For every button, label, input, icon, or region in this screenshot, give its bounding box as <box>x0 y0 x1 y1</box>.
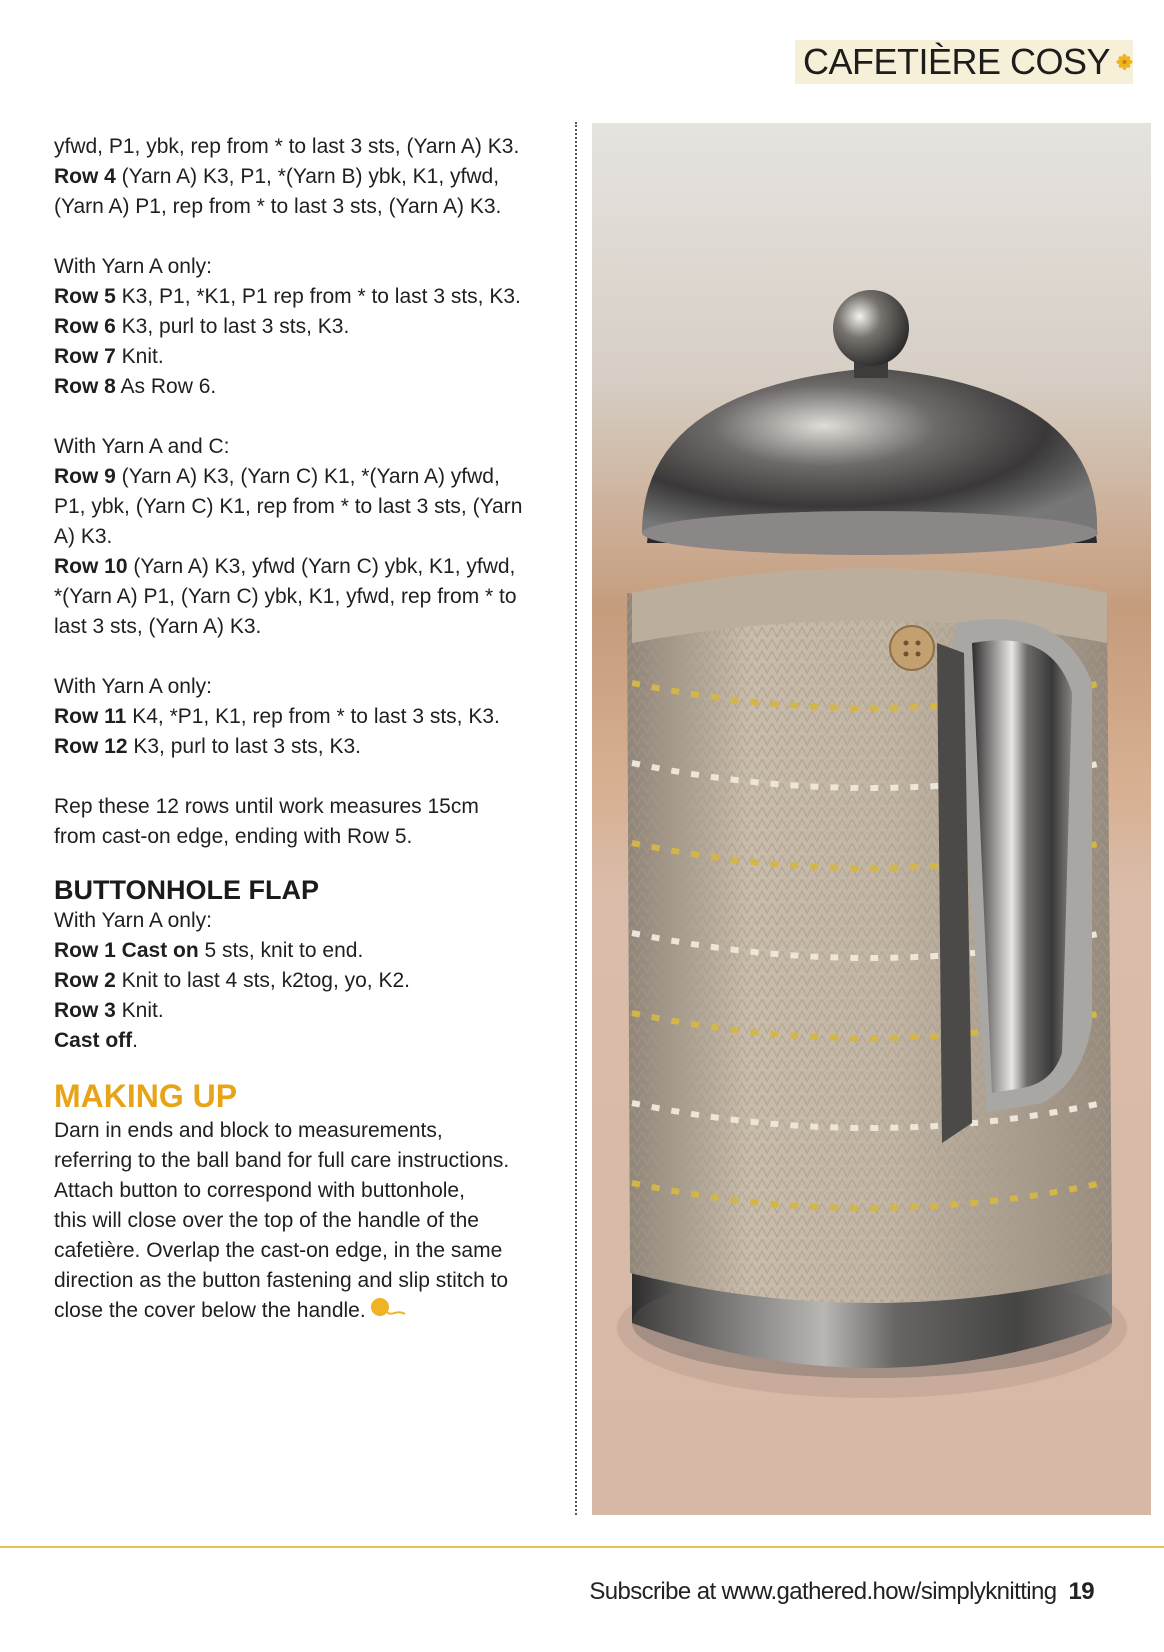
text-line: P1, ybk, (Yarn C) K1, rep from * to last 3 sts, (Yarn <box>54 495 523 518</box>
row-4-instruction: Row 4 (Yarn A) K3, P1, *(Yarn B) ybk, K1, yfwd, <box>54 165 500 188</box>
text-line: A) K3. <box>54 525 113 548</box>
row-8-instruction: Row 8 As Row 6. <box>54 375 217 398</box>
flap-row-3: Row 3 Knit. <box>54 999 164 1022</box>
flap-row-2: Row 2 Knit to last 4 sts, k2tog, yo, K2. <box>54 969 410 992</box>
row-12-instruction: Row 12 K3, purl to last 3 sts, K3. <box>54 735 361 758</box>
making-up-line: Attach button to correspond with buttonhole, <box>54 1179 465 1202</box>
row-10-instruction: Row 10 (Yarn A) K3, yfwd (Yarn C) ybk, K1, yfwd, <box>54 555 516 578</box>
yarn-instruction: With Yarn A and C: <box>54 435 230 458</box>
making-up-line: direction as the button fastening and slip stitch to <box>54 1269 509 1292</box>
yarn-instruction: With Yarn A only: <box>54 675 212 698</box>
photo-illustration <box>592 123 1151 1515</box>
repeat-instruction: from cast-on edge, ending with Row 5. <box>54 825 413 848</box>
text-line: last 3 sts, (Yarn A) K3. <box>54 615 262 638</box>
yarn-instruction: With Yarn A only: <box>54 909 212 932</box>
footer-rule <box>0 1546 1164 1548</box>
pattern-text-column <box>54 132 574 1326</box>
subscribe-link[interactable]: Subscribe at www.gathered.how/simplyknitting <box>589 1578 1057 1605</box>
making-up-line: cafetière. Overlap the cast-on edge, in the same <box>54 1239 503 1262</box>
text-line: yfwd, P1, ybk, rep from * to last 3 sts, (Yarn A) K3. <box>54 135 520 158</box>
making-up-line: this will close over the top of the handle of the <box>54 1209 479 1232</box>
row-9-instruction: Row 9 (Yarn A) K3, (Yarn C) K1, *(Yarn A) yfwd, <box>54 465 500 488</box>
column-divider <box>575 122 577 1515</box>
cast-off-instruction: Cast off. <box>54 1029 139 1052</box>
repeat-instruction: Rep these 12 rows until work measures 15cm <box>54 795 479 818</box>
row-11-instruction: Row 11 K4, *P1, K1, rep from * to last 3 sts, K3. <box>54 705 500 728</box>
row-7-instruction: Row 7 Knit. <box>54 345 164 368</box>
making-up-line: Darn in ends and block to measurements, <box>54 1119 443 1142</box>
page-number: 19 <box>1068 1578 1094 1605</box>
making-up-heading: MAKING UP <box>54 1078 238 1114</box>
row-6-instruction: Row 6 K3, purl to last 3 sts, K3. <box>54 315 350 338</box>
making-up-line: referring to the ball band for full care instructions. <box>54 1149 510 1172</box>
section-title: CAFETIÈRE COSY <box>803 41 1111 82</box>
section-tag <box>795 40 1133 84</box>
flap-row-1: Row 1 Cast on 5 sts, knit to end. <box>54 939 364 962</box>
text-line: (Yarn A) P1, rep from * to last 3 sts, (Yarn A) K3. <box>54 195 502 218</box>
yarn-ball-icon <box>370 1297 406 1319</box>
text-line: *(Yarn A) P1, (Yarn C) ybk, K1, yfwd, rep from * to <box>54 585 517 608</box>
making-up-line: close the cover below the handle. <box>54 1296 574 1326</box>
flower-icon <box>1116 49 1133 75</box>
yarn-instruction: With Yarn A only: <box>54 255 212 278</box>
cafetiere-cosy-photo <box>592 123 1151 1515</box>
page-footer <box>0 1578 1094 1606</box>
buttonhole-flap-heading: BUTTONHOLE FLAP <box>54 875 319 905</box>
row-5-instruction: Row 5 K3, P1, *K1, P1 rep from * to last 3 sts, K3. <box>54 285 521 308</box>
